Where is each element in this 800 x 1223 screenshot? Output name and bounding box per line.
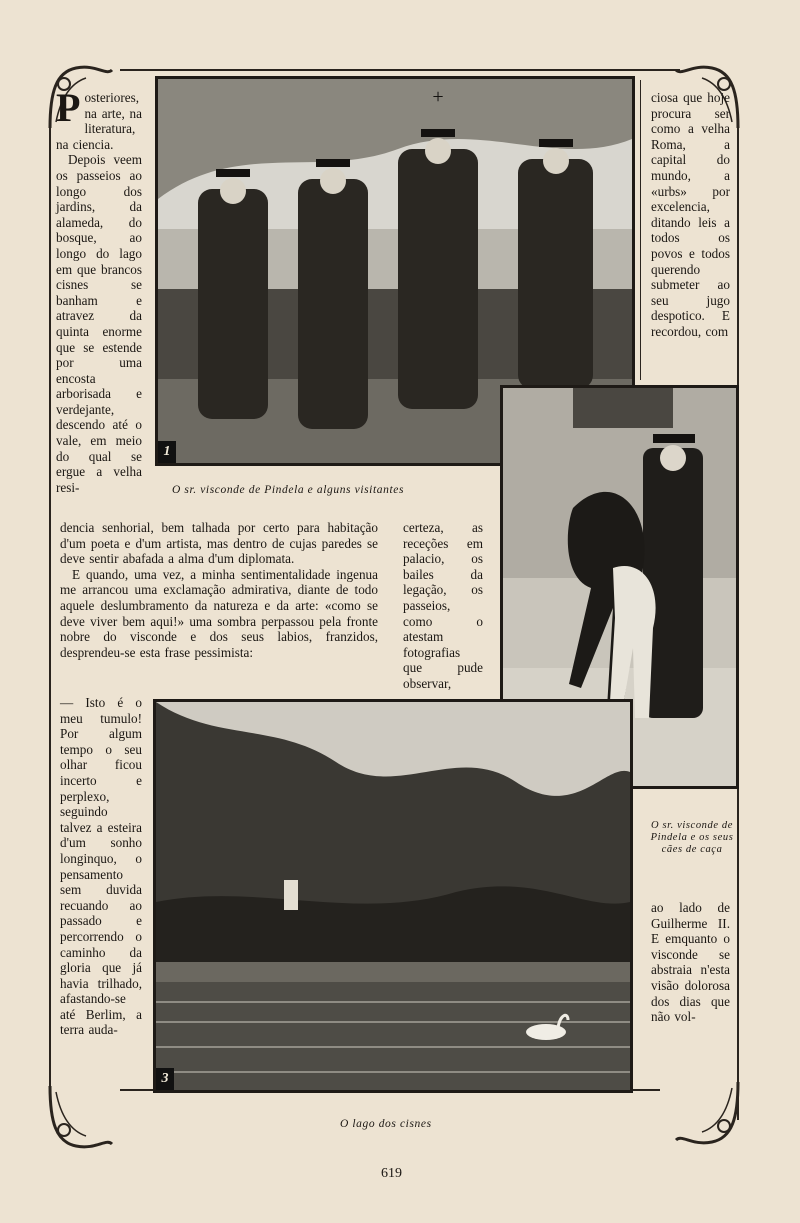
photo-number-1: 1 bbox=[158, 441, 176, 463]
wide-paragraph-1: dencia senhorial, bem talhada por certo para habitação d'um poeta e d'um artista, mas dentro de cujas paredes se deve sentir abafada a alma d'um diplomata. bbox=[60, 520, 378, 567]
middle-column bbox=[403, 520, 483, 692]
frame-left-rule bbox=[49, 120, 51, 1090]
right-column-bottom bbox=[651, 900, 730, 1025]
left-column-top bbox=[56, 85, 142, 495]
photo-swan-lake-image bbox=[156, 702, 630, 1090]
photo-number-3: 3 bbox=[156, 1068, 174, 1090]
middle-paragraph: certeza, as receções em palacio, os bailes da legação, os passeios, como o atestam fotografias que pude observar, bbox=[403, 520, 483, 691]
caption-photo-2-text: O sr. visconde de Pindela e os seus cães de caça bbox=[650, 820, 734, 855]
svg-text:+: + bbox=[432, 86, 444, 108]
left-intro-paragraph bbox=[56, 85, 142, 152]
wide-text-block bbox=[60, 520, 378, 660]
right-column-top bbox=[651, 90, 730, 340]
wide-paragraph-2: E quando, uma vez, a minha sentimentalidade ingenua me arrancou uma exclamação admirativa, diante de todo aquele deslumbramento da natureza e da arte: «como se deve viver bem aqui!» uma sombra perpassou pela fronte nobre do visconde e dos seus labios, franzidos, desprendeu-se esta frase pessimista: bbox=[60, 566, 378, 660]
caption-photo-1: O sr. visconde de Pindela e alguns visitantes bbox=[172, 484, 405, 496]
frame-top-rule bbox=[120, 69, 680, 71]
caption-photo-2 bbox=[648, 820, 736, 856]
photo-swan-lake bbox=[153, 699, 633, 1093]
page-number: 619 bbox=[381, 1166, 402, 1181]
left-bottom-paragraph: — Isto é o meu tumulo! Por algum tempo o seu olhar ficou incerto e perplexo, seguindo talvez a esteira d'um sonho longinquo, o pensamento sem duvida recuando ao passado e percorrendo o caminho da gloria que já havia trilhado, afastando-se até Berlim, a terra auda- bbox=[60, 695, 142, 1038]
ornament-bottom-right-icon bbox=[672, 1078, 742, 1148]
right-top-paragraph: ciosa que hoje procura ser como a velha Roma, a capital do mundo, a «urbs» por excelencia, ditando leis a todos os povos e todos querendo submeter ao seu jugo despotico. E recordou, com bbox=[651, 90, 730, 339]
drop-cap: P bbox=[56, 85, 81, 130]
column-rule bbox=[640, 80, 641, 380]
left-paragraph-2: Depois veem os passeios ao longo dos jardins, da alameda, do bosque, ao longo do lago em que brancos cisnes se banham e atravez da quinta enorme que se estende por uma encosta arborisada e verdejante, descendo até o vale, em meio do qual se ergue a velha resi- bbox=[56, 152, 142, 495]
left-intro-text: osteriores, na arte, na literatura, na ciencia. bbox=[56, 90, 142, 152]
caption-photo-3: O lago dos cisnes bbox=[340, 1118, 432, 1130]
ornament-bottom-left-icon bbox=[46, 1082, 116, 1152]
right-bottom-paragraph: ao lado de Guilherme II. E emquanto o visconde se abstraia n'esta visão dolorosa dos dias que não vol- bbox=[651, 900, 730, 1025]
left-column-bottom bbox=[60, 695, 142, 1038]
